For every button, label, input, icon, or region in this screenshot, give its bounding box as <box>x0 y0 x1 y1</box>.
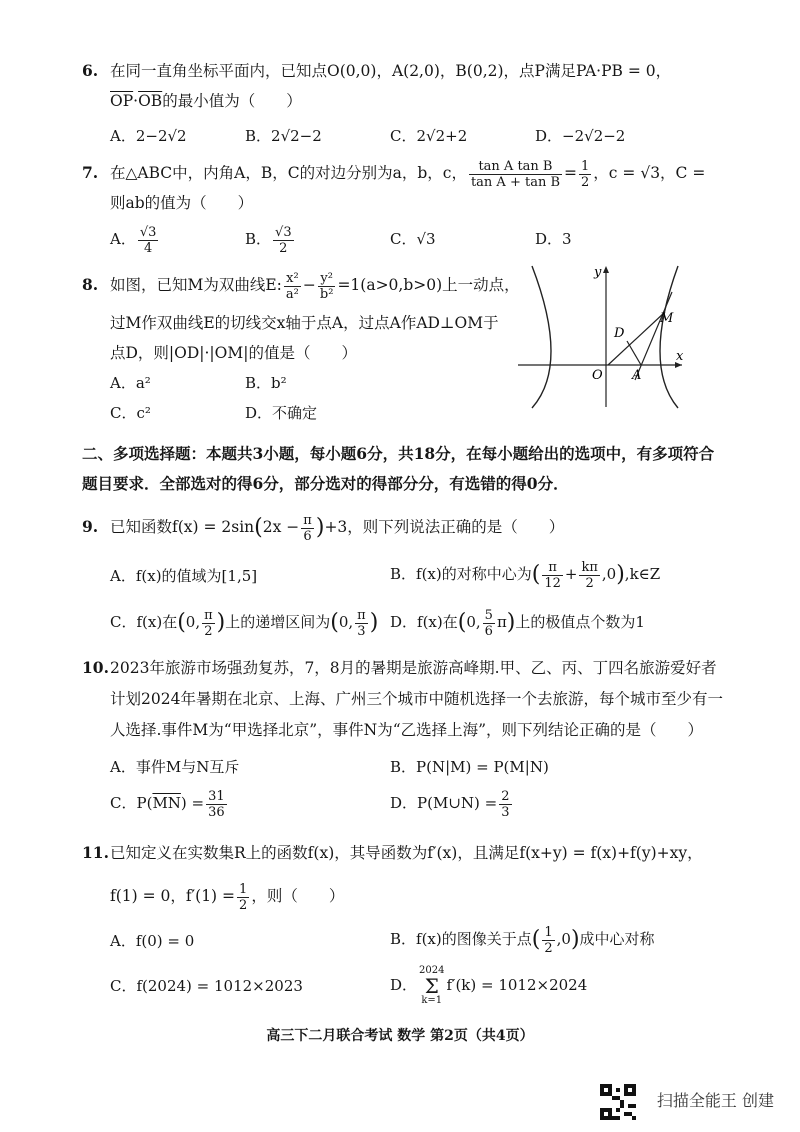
q11-option-b: B．f(x)的图像关于点( $\frac{1}{2}$ ,0)成中心对称 <box>390 924 655 956</box>
q10-stem-line2: 计划2024年暑期在北京、上海、广州三个城市中随机选择一个去旅游，每个城市至少有一 <box>110 690 723 708</box>
q10-option-d: D．P(M∪N) = $\frac{2}{3}$ <box>390 788 510 820</box>
y-axis-arrow <box>603 266 609 273</box>
q6-option-b: B．2√2−2 <box>245 127 322 145</box>
q7-option-b: B． $\frac{√3}{2}$ <box>245 224 292 256</box>
q8-option-d: D．不确定 <box>245 404 318 422</box>
q7-tan-fraction: $\frac{\text{tan A tan B}}{\text{tan A + tan B}}$ <box>470 158 561 190</box>
label-d: D <box>614 326 625 341</box>
q10-stem-line3: 人选择.事件M为“甲选择北京”，事件N为“乙选择上海”，则下列结论正确的是（ ） <box>110 721 704 739</box>
q6-stem-line2: $\overline{OP}\cdot\overline{OB}$的最小值为（ ） <box>110 92 302 110</box>
page-footer: 高三下二月联合考试 数学 第2页（共4页） <box>266 1028 534 1044</box>
label-y: y <box>594 265 602 280</box>
hyperbola-right-branch <box>660 266 678 408</box>
q6-vector-op: $\overline{OP}$ <box>110 92 134 110</box>
section2-line2: 题目要求．全部选对的得6分，部分选对的得部分分，有选错的得0分． <box>82 474 569 493</box>
q6-option-c: C．2√2+2 <box>390 127 468 145</box>
label-o: O <box>592 368 603 383</box>
q6-stem-line1: 6. 在同一直角坐标平面内，已知点O(0,0)，A(2,0)，B(0,2)，点P满足PA·PB = 0， <box>82 61 672 80</box>
section2-line1: 二、多项选择题：本题共3小题，每小题6分，共18分，在每小题给出的选项中，有多项符合 <box>82 444 715 463</box>
q8-stem-line1: 8. 如图，已知M为双曲线E: $\frac{\text{x²}}{\text{a²}}$ − $\frac{\text{y²}}{\text{b²}}$ =1(a>0,b>0)上一动点， <box>82 270 520 302</box>
q8-stem-line3: 点D，则|OD|·|OM|的值是（ ） <box>110 344 357 362</box>
q8-option-a: A．a² <box>110 374 151 392</box>
q10-stem-line1: 10.2023年旅游市场强劲复苏，7，8月的暑期是旅游高峰期.甲、乙、丙、丁四名旅游爱好者 <box>82 658 717 677</box>
q11-option-d: D．2024 Σ k=1f′(k) = 1012×2024 <box>390 965 588 1006</box>
q8-option-b: B．b² <box>245 374 287 392</box>
q10-option-c: C．$P(\overline{MN})$ = $\frac{31}{36}$ <box>110 788 225 820</box>
q9-option-b: B．f(x)的对称中心为( $\frac{\pi}{12}$ + $\frac{k\pi}{2}$ ,0),k∈Z <box>390 559 661 591</box>
q9-option-a: A．f(x)的值域为[1,5] <box>110 567 258 585</box>
q10-option-b: B．P(N|M) = P(M|N) <box>390 758 549 776</box>
q7-option-c: C．√3 <box>390 230 436 248</box>
q9-stem: 9. 已知函数f(x) = 2sin(2x − $\frac{\pi}{6}$ )+3，则下列说法正确的是（ ） <box>82 512 565 544</box>
q6-vector-ob: $\overline{OB}$ <box>138 92 163 110</box>
tangent-line <box>635 292 672 380</box>
q11-stem-line1: 11.已知定义在实数集R上的函数f(x)，其导函数为f′(x)，且满足f(x+y) = f(x)+f(y)+xy， <box>82 843 703 862</box>
summation-symbol: 2024 Σ k=1 <box>419 965 445 1006</box>
q8-option-c: C．c² <box>110 404 151 422</box>
q7-option-a: A． $\frac{√3}{4}$ <box>110 224 157 256</box>
q10-option-a: A．事件M与N互斥 <box>110 758 240 776</box>
q11-option-a: A．f(0) = 0 <box>110 932 195 950</box>
q8-hyperbola-figure <box>510 262 690 412</box>
q7-option-d: D．3 <box>535 230 572 248</box>
scanner-watermark: 扫描全能王 创建 <box>656 1091 774 1110</box>
q6-option-a: A．2−2√2 <box>110 127 187 145</box>
q11-option-c: C．f(2024) = 1012×2023 <box>110 977 303 995</box>
q9-option-c: C．f(x)在(0, $\frac{\pi}{2}$ )上的递增区间为(0, $\frac{\pi}{3}$ ) <box>110 607 379 639</box>
q7-stem-line1: 7. 在△ABC中，内角A，B，C的对边分别为a，b，c， $\frac{\text{tan A tan B}}{\text{tan A + tan B}}$ = $\frac{1}{2}$ ，c = √3，C = <box>82 158 706 190</box>
line-ad <box>627 341 641 365</box>
q6-option-d: D．−2√2−2 <box>535 127 626 145</box>
q9-option-d: D．f(x)在(0, $\frac{5}{6}$ π)上的极值点个数为1 <box>390 607 645 639</box>
q7-half-fraction: $\frac{1}{2}$ <box>581 158 590 190</box>
label-x: x <box>676 349 684 364</box>
qr-code-icon <box>600 1084 636 1120</box>
hyperbola-left-branch <box>532 266 551 408</box>
q11-stem-line2: f(1) = 0，f′(1) = $\frac{1}{2}$ ，则（ ） <box>110 881 345 913</box>
q8-stem-line2: 过M作双曲线E的切线交x轴于点A，过点A作AD⊥OM于 <box>110 314 499 332</box>
label-a: A <box>632 368 642 383</box>
label-m: M <box>660 311 674 326</box>
q7-stem-line2: 则ab的值为（ ） <box>110 194 254 212</box>
